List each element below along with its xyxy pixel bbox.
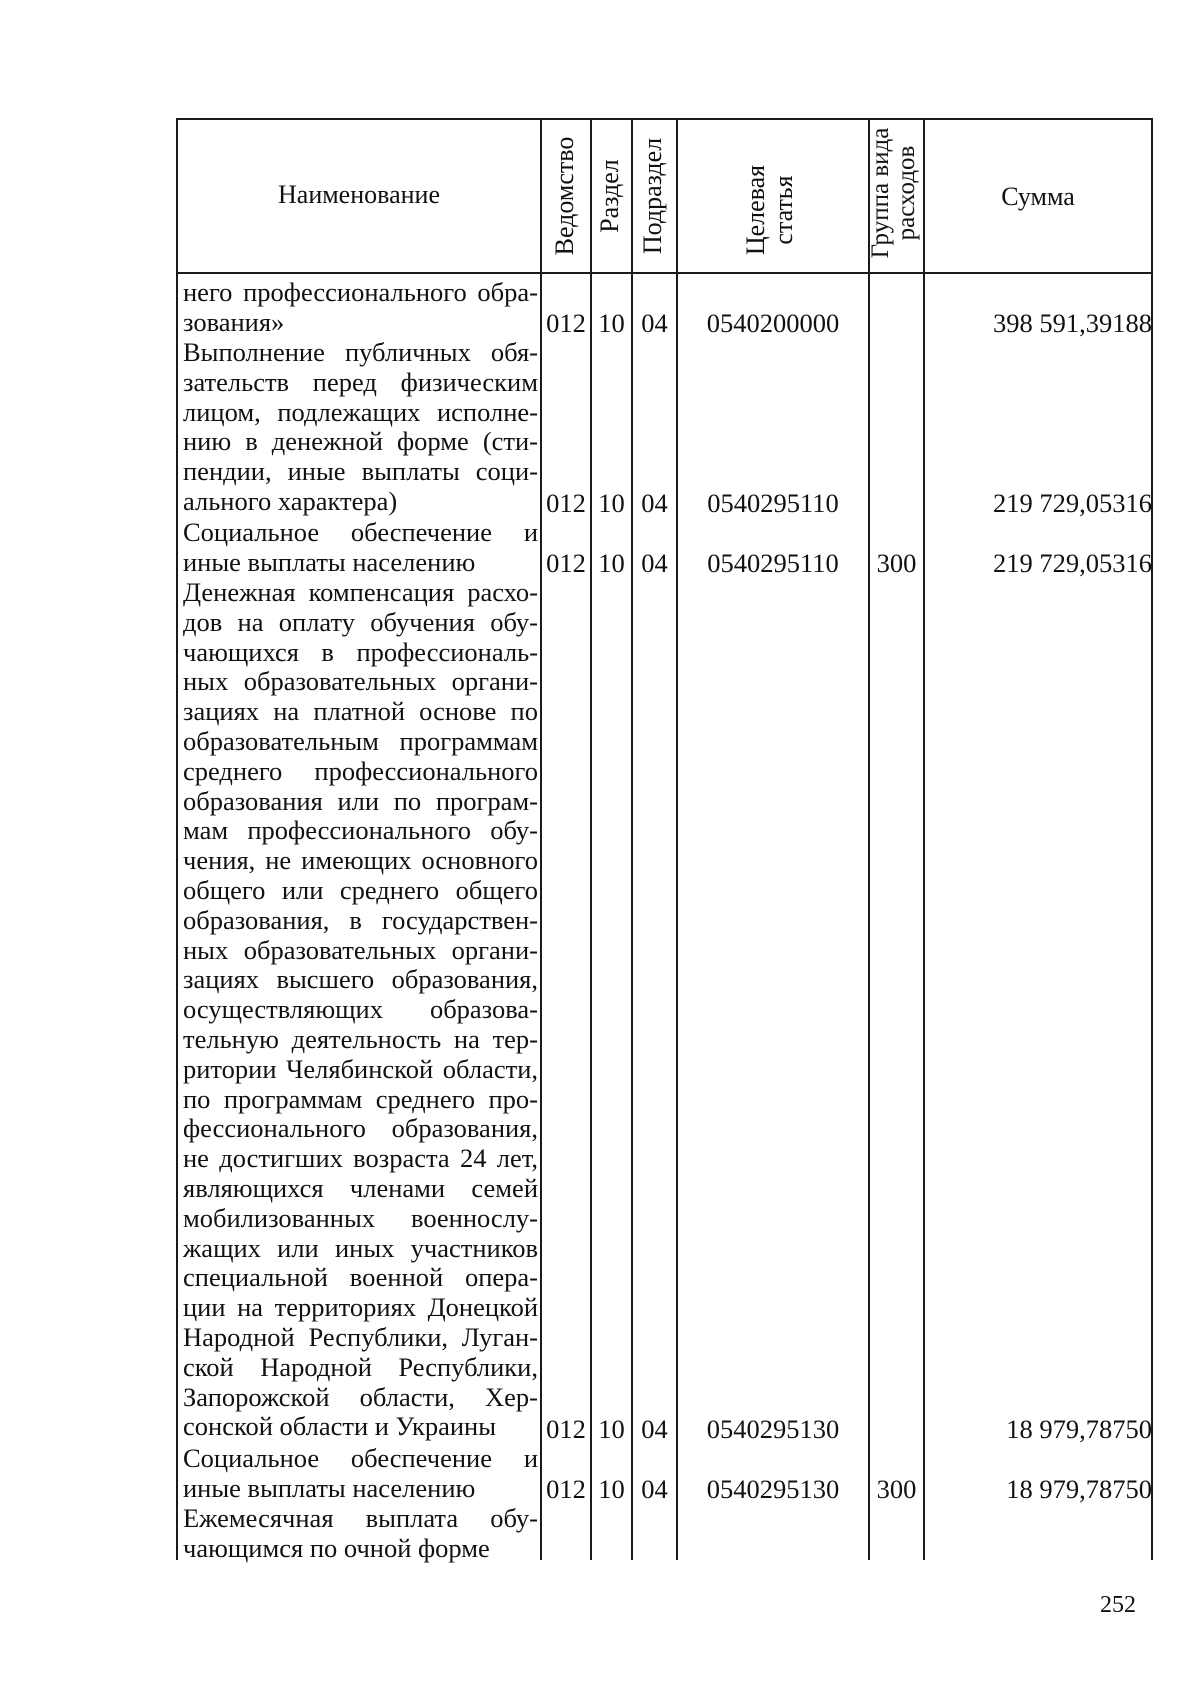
row-summa: 18 979,78750 <box>1006 1474 1152 1504</box>
row-vedomstvo: 012 <box>546 308 586 338</box>
row-summa: 219 729,05316 <box>993 488 1152 518</box>
row-name: Социальное обеспечение и иные выплаты населению <box>183 517 538 577</box>
row-razdel: 10 <box>598 308 625 338</box>
row-name: Социальное обеспечение и иные выплаты населению <box>183 1443 538 1503</box>
header-podrazdel: Подраздел <box>638 137 667 255</box>
row-podrazdel: 04 <box>641 548 668 578</box>
header-name: Наименование <box>278 180 440 209</box>
header-celevaya-line1: Целевая <box>741 164 770 256</box>
header-razdel: Раздел <box>595 159 624 233</box>
row-summa: 219 729,05316 <box>993 548 1152 578</box>
header-celevaya-line2: статья <box>769 175 798 245</box>
row-podrazdel: 04 <box>641 1414 668 1444</box>
header-bottom-border <box>176 272 1153 274</box>
header-gruppa <box>868 117 924 269</box>
row-gruppa: 300 <box>876 1474 917 1504</box>
row-podrazdel: 04 <box>641 1474 668 1504</box>
row-vedomstvo: 012 <box>546 1414 586 1444</box>
row-podrazdel: 04 <box>641 488 668 518</box>
header-vedomstvo: Ведомство <box>550 136 579 256</box>
page-number: 252 <box>1100 1592 1136 1618</box>
row-razdel: 10 <box>598 548 625 578</box>
row-razdel: 10 <box>598 1414 625 1444</box>
row-name: Денежная компенсация расходов на оплату обучения обучающихся в профессиональных образовательных организациях на платной основе по образовательным программам среднего профессионального образования или по программам профессионального обучения, не имеющих основного общего или среднего общего образования, в государственных образовательных организациях высшего образования, осуществляющих образовательную деятельность на территории Челябинской области, по программам среднего профессионального образования, не достигших возраста 24 лет, являющихся членами семей мобилизованных военнослужащих или иных участников специальной военной операции на территориях Донецкой Народной Республики, Луганской Народной Республики, Запорожской области, Херсонской области и Украины <box>183 577 538 1442</box>
row-name: Выполнение публичных обязательств перед физическим лицом, подлежащих исполнению в денежной форме (стипендии, иные выплаты социального характера) <box>183 337 538 516</box>
row-celevaya: 0540295130 <box>706 1414 840 1444</box>
row-name: него профессионального образования» <box>183 277 538 337</box>
row-celevaya: 0540200000 <box>706 308 840 338</box>
row-vedomstvo: 012 <box>546 488 586 518</box>
header-summa: Сумма <box>1001 182 1075 211</box>
header-celevaya <box>742 134 802 286</box>
row-vedomstvo: 012 <box>546 1474 586 1504</box>
row-celevaya: 0540295130 <box>706 1474 840 1504</box>
col-line-left <box>176 118 178 1560</box>
header-gruppa-line1: Группа вида <box>867 127 894 259</box>
row-celevaya: 0540295110 <box>707 548 839 578</box>
row-razdel: 10 <box>598 488 625 518</box>
row-summa: 18 979,78750 <box>1006 1414 1152 1444</box>
row-vedomstvo: 012 <box>546 548 586 578</box>
header-gruppa-line2: расходов <box>893 145 920 241</box>
row-name: Ежемесячная выплата обучающимся по очной форме <box>183 1503 538 1563</box>
row-summa: 398 591,39188 <box>993 308 1152 338</box>
row-razdel: 10 <box>598 1474 625 1504</box>
row-podrazdel: 04 <box>641 308 668 338</box>
row-celevaya: 0540295110 <box>707 488 839 518</box>
row-gruppa: 300 <box>876 548 917 578</box>
